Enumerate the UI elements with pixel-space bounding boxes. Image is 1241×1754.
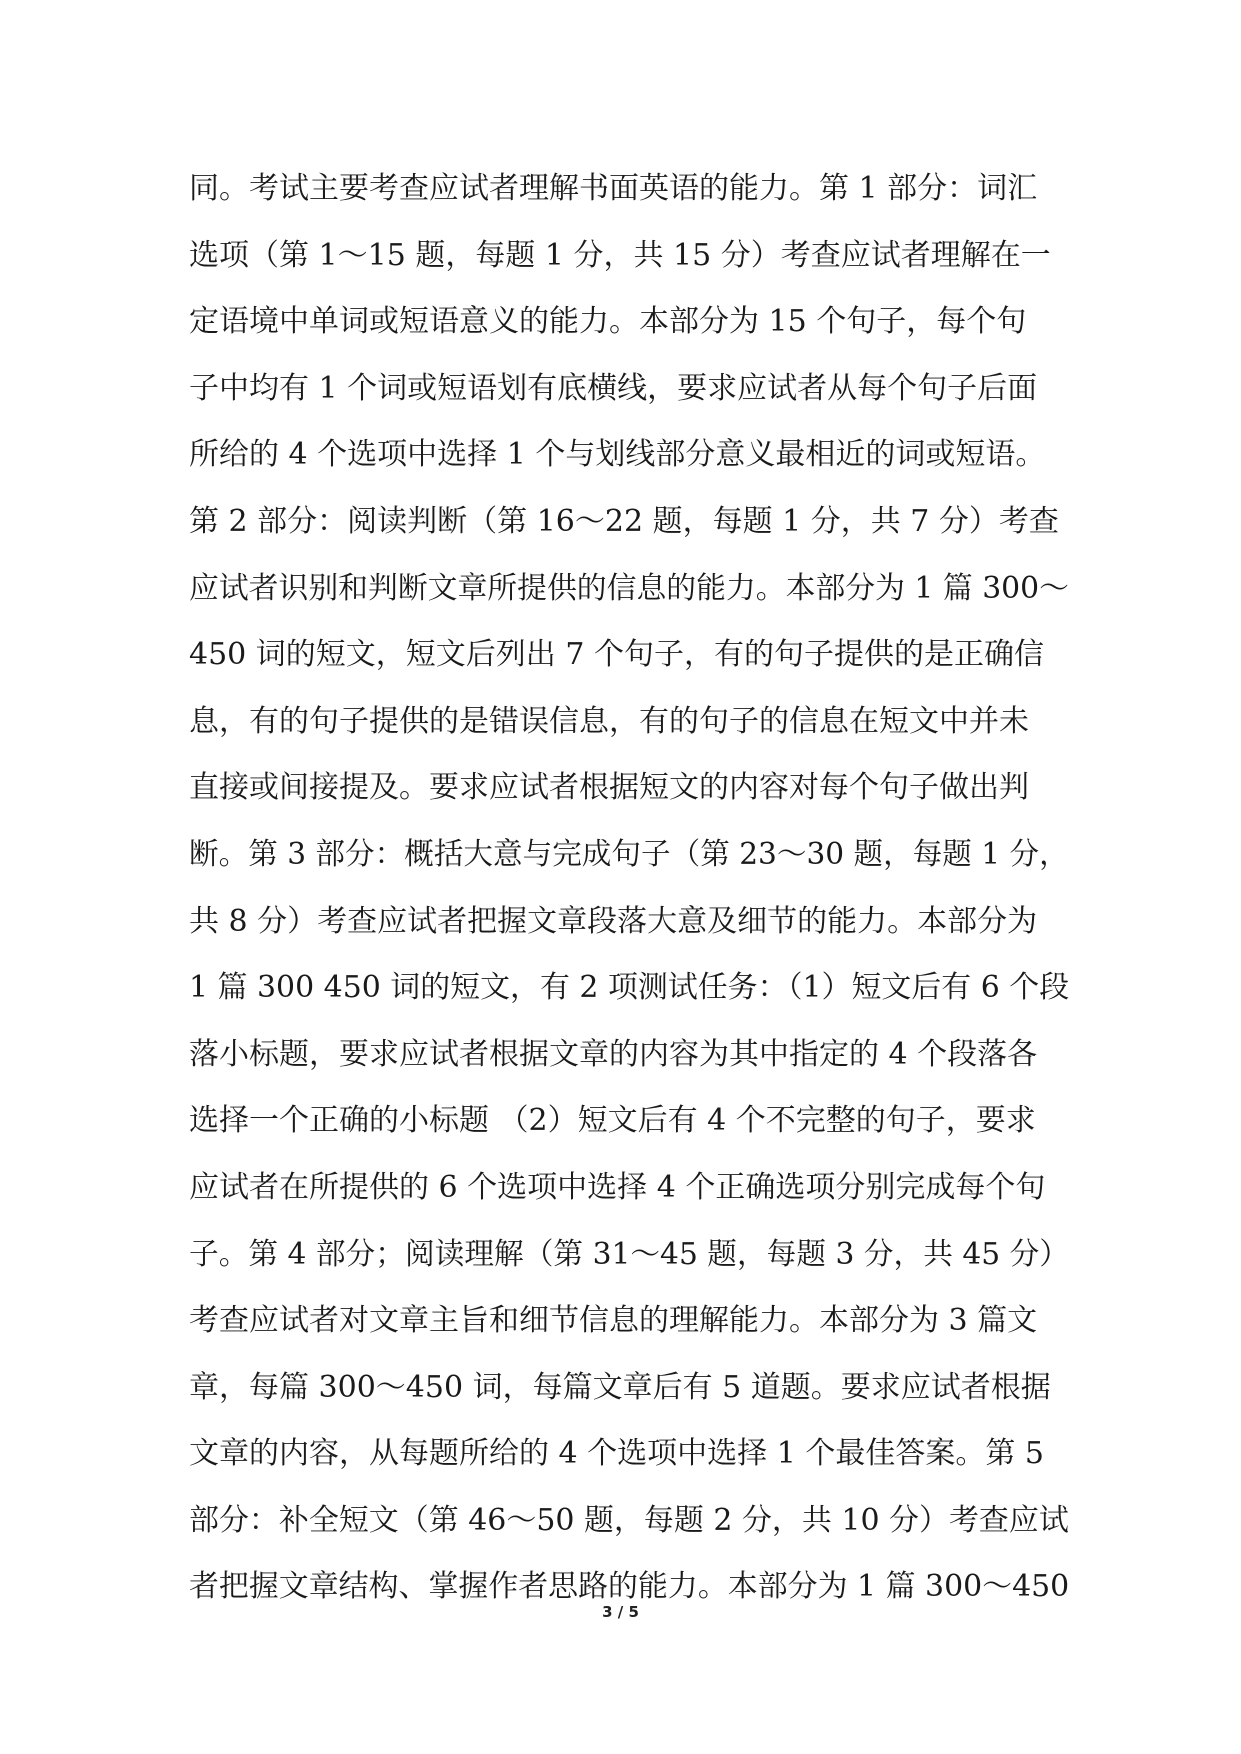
text-line-6: 第 2 部分：阅读判断（第 16～22 题，每题 1 分，共 7 分）考查 [189,503,1059,539]
text-line-20: 文章的内容，从每题所给的 4 个选项中选择 1 个最佳答案。第 5 [189,1436,1044,1472]
text-line-22: 者把握文章结构、掌握作者思路的能力。本部分为 1 篇 300～450 [189,1569,1070,1605]
text-line-21: 部分：补全短文（第 46～50 题，每题 2 分，共 10 分）考查应试 [189,1502,1069,1538]
text-line-4: 子中均有 1 个词或短语划有底横线，要求应试者从每个句子后面 [189,370,1038,406]
text-line-5: 所给的 4 个选项中选择 1 个与划线部分意义最相近的词或短语。 [189,437,1046,473]
page-number: 3 / 5 [602,1603,639,1621]
text-line-2: 选项（第 1～15 题，每题 1 分，共 15 分）考查应试者理解在一 [189,237,1051,273]
text-line-11: 断。第 3 部分：概括大意与完成句子（第 23～30 题，每题 1 分， [189,836,1069,872]
text-line-7: 应试者识别和判断文章所提供的信息的能力。本部分为 1 篇 300～ [189,570,1069,606]
text-line-13: 1 篇 300 450 词的短文，有 2 项测试任务：（1）短文后有 6 个段 [189,970,1070,1006]
text-line-19: 章，每篇 300～450 词，每篇文章后有 5 道题。要求应试者根据 [189,1369,1051,1405]
body-text [189,156,1069,1621]
text-line-8: 450 词的短文，短文后列出 7 个句子，有的句子提供的是正确信 [189,637,1044,673]
text-line-17: 子。第 4 部分；阅读理解（第 31～45 题，每题 3 分，共 45 分） [189,1236,1069,1272]
text-line-9: 息，有的句子提供的是错误信息，有的句子的信息在短文中并未 [189,703,1029,739]
text-line-18: 考查应试者对文章主旨和细节信息的理解能力。本部分为 3 篇文 [189,1303,1038,1339]
text-line-15: 选择一个正确的小标题 （2）短文后有 4 个不完整的句子，要求 [189,1103,1036,1139]
text-line-10: 直接或间接提及。要求应试者根据短文的内容对每个句子做出判 [189,770,1029,806]
text-line-12: 共 8 分）考查应试者把握文章段落大意及细节的能力。本部分为 [189,903,1038,939]
text-line-16: 应试者在所提供的 6 个选项中选择 4 个正确选项分别完成每个句 [189,1169,1046,1205]
text-line-3: 定语境中单词或短语意义的能力。本部分为 15 个句子，每个句 [189,304,1027,340]
text-line-14: 落小标题，要求应试者根据文章的内容为其中指定的 4 个段落各 [189,1036,1038,1072]
text-line-1: 同。考试主要考查应试者理解书面英语的能力。第 1 部分：词汇 [189,171,1038,206]
